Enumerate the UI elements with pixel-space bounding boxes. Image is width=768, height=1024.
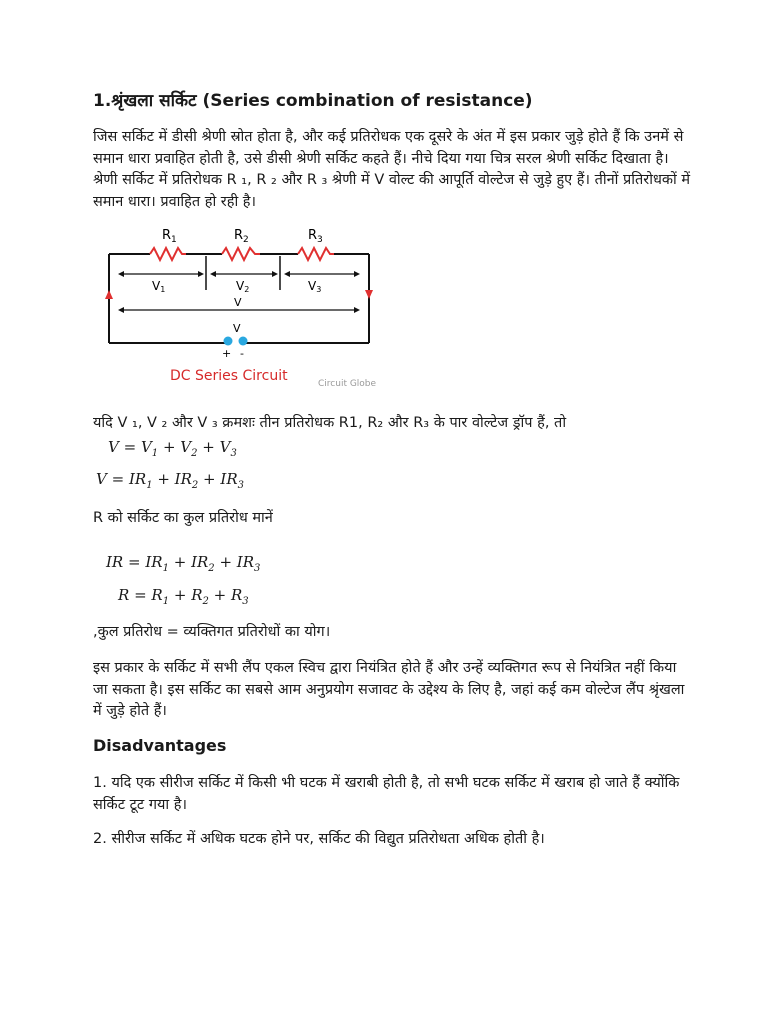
dc-series-circuit-diagram bbox=[100, 222, 390, 397]
resistor-r2 bbox=[222, 248, 260, 260]
arrowhead-v1-right bbox=[198, 271, 204, 277]
sum-text: ,कुल प्रतिरोध = व्यक्तिगत प्रतिरोधों का योग। bbox=[93, 624, 331, 640]
label-r1: $R_1$ bbox=[162, 228, 177, 245]
equation-ir-sum: $V = IR_1 + IR_2 + IR_3$ bbox=[96, 470, 244, 491]
terminal-negative bbox=[239, 337, 248, 346]
equation-resistance-total: $R = R_1 + R_2 + R_3$ bbox=[118, 586, 249, 607]
label-minus: - bbox=[240, 347, 244, 360]
disadvantage-item-1: 1. यदि एक सीरीज सर्किट में किसी भी घटक में खराबी होती है, तो सभी घटक सर्किट में खराब हो जाते हैं क्योंकि सर्किट टूट गया है। bbox=[93, 775, 680, 813]
disadvantage-item-2: 2. सीरीज सर्किट में अधिक घटक होने पर, सर्किट की विद्युत प्रतिरोधता अधिक होती है। bbox=[93, 831, 545, 847]
resistor-r1 bbox=[150, 248, 186, 260]
page-title: 1.श्रृंखला सर्किट (Series combination of resistance) bbox=[93, 91, 533, 111]
label-plus: + bbox=[222, 347, 232, 360]
voltage-drops-text: यदि V ₁, V ₂ और V ₃ क्रमशः तीन प्रतिरोधक R1, R₂ और R₃ के पार वोल्टेज ड्रॉप हैं, तो bbox=[93, 415, 567, 431]
disadvantages-heading: Disadvantages bbox=[93, 736, 227, 755]
arrowhead-v1-left bbox=[118, 271, 124, 277]
label-v1: V1 bbox=[152, 279, 166, 294]
application-paragraph: इस प्रकार के सर्किट में सभी लैंप एकल स्विच द्वारा नियंत्रित होते हैं और उन्हें व्यक्तिगत रूप से नियंत्रित नहीं किया जा सकता है। इस सर्किट का सबसे आम अनुप्रयोग सजावट के उद्देश्य के लिए है, जहां कई कम वोल्टेज लैंप श्रृंखला में जुड़े होते हैं। bbox=[93, 660, 685, 719]
terminal-positive bbox=[224, 337, 233, 346]
current-arrow-left bbox=[105, 290, 113, 299]
label-v2: V2 bbox=[236, 279, 250, 294]
label-r3: $R_3$ bbox=[308, 228, 323, 245]
current-arrow-right bbox=[365, 290, 373, 299]
equation-ir-total: IR = $IR_1 + IR_2 + IR_3$ bbox=[106, 553, 261, 574]
total-resistance-text: R को सर्किट का कुल प्रतिरोध मानें bbox=[93, 510, 273, 526]
label-v3: V3 bbox=[308, 279, 322, 294]
arrowhead-v-total-right bbox=[354, 307, 360, 313]
equation-voltage-sum: $V = V_1 + V_2 + V_3$ bbox=[108, 438, 237, 459]
intro-paragraph: जिस सर्किट में डीसी श्रेणी स्रोत होता है, और कई प्रतिरोधक एक दूसरे के अंत में इस प्रकार जुड़े होते हैं कि उनमें से समान धारा प्रवाहित होती है, उसे डीसी श्रेणी सर्किट कहते हैं। नीचे दिया गया चित्र सरल श्रेणी सर्किट दिखाता है। श्रेणी सर्किट में प्रतिरोधक R ₁, R ₂ और R ₃ श्रेणी में V वोल्ट की आपूर्ति वोल्टेज से जुड़े हुए हैं। तीनों प्रतिरोधकों में समान धारा। प्रवाहित हो रही है। bbox=[93, 129, 691, 210]
label-r2: $R_2$ bbox=[234, 228, 249, 245]
arrowhead-v2-right bbox=[272, 271, 278, 277]
figure-watermark: Circuit Globe bbox=[318, 379, 377, 389]
label-v-source: V bbox=[233, 322, 241, 335]
arrowhead-v3-left bbox=[284, 271, 290, 277]
figure-caption: DC Series Circuit bbox=[170, 368, 288, 384]
arrowhead-v3-right bbox=[354, 271, 360, 277]
label-v-total: V bbox=[234, 296, 242, 309]
resistor-r3 bbox=[298, 248, 334, 260]
arrowhead-v2-left bbox=[210, 271, 216, 277]
arrowhead-v-total-left bbox=[118, 307, 124, 313]
